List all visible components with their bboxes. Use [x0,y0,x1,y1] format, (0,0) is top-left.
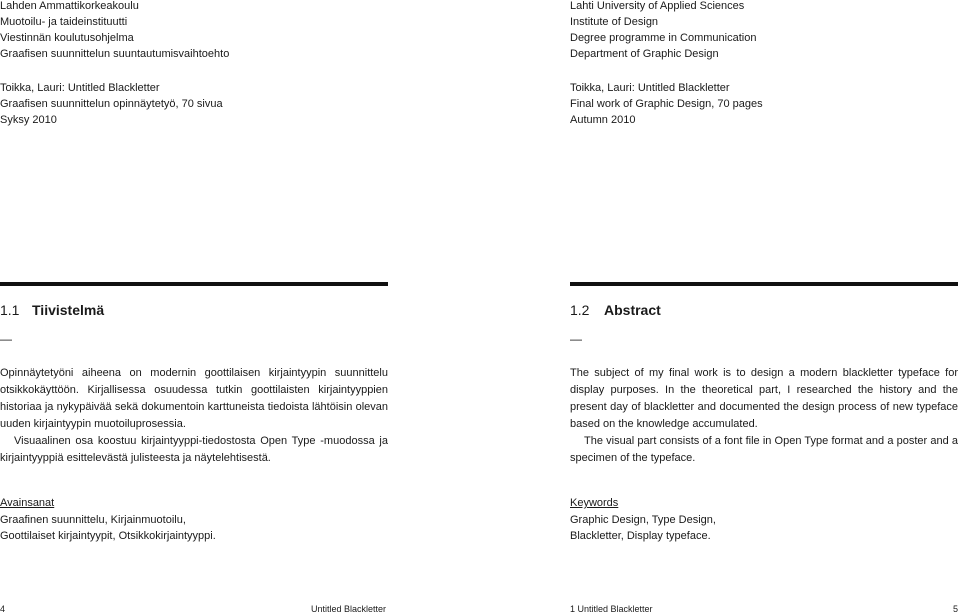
section-title: Tiivistelmä [32,302,105,318]
section-rule [0,282,388,286]
work-info-block-en [570,80,763,128]
keywords-line: Graafinen suunnittelu, Kirjainmuotoilu, [0,514,186,526]
institution-line: Graafisen suunnittelun suuntautumisvaihtoehto [0,48,230,60]
keywords-line: Graphic Design, Type Design, [570,514,716,526]
institution-line: Muotoilu- ja taideinstituutti [0,16,128,28]
section-rule [570,282,958,286]
institution-line: Lahti University of Applied Sciences [570,0,745,12]
section-dash: — [0,332,12,346]
institution-line: Degree programme in Communication [570,32,757,44]
institution-line: Viestinnän koulutusohjelma [0,32,134,44]
work-info-line: Graafisen suunnittelun opinnäytetyö, 70 sivua [0,98,223,110]
abstract-paragraph: The subject of my final work is to design a modern blackletter typeface for display purposes. In the theoretical part, I researched the history and the present day of blackletter and documented the design process of new typeface based on the knowledge accumulated. [570,367,958,430]
section-number: 1.2 [570,302,590,318]
work-info-line: Autumn 2010 [570,114,636,126]
footer-page-number: 5 [953,604,959,614]
keywords-line: Goottilaiset kirjaintyypit, Otsikkokirjaintyyppi. [0,530,216,542]
keywords-label: Avainsanat [0,497,55,509]
section-title: Abstract [604,302,661,318]
footer-title: Untitled Blackletter [311,604,387,614]
section-dash: — [570,332,582,346]
work-info-line: Syksy 2010 [0,114,57,126]
institution-block-fi [0,0,229,62]
footer-page-number: 4 [0,604,6,614]
institution-line: Institute of Design [570,16,659,28]
institution-line: Department of Graphic Design [570,48,719,60]
right-page [570,0,960,615]
section-number: 1.1 [0,302,20,318]
work-info-line: Toikka, Lauri: Untitled Blackletter [0,82,160,94]
abstract-body-fi [0,365,388,467]
footer-title: 1 Untitled Blackletter [570,604,653,614]
work-info-line: Final work of Graphic Design, 70 pages [570,98,763,110]
keywords-list [570,512,716,544]
abstract-paragraph: The visual part consists of a font file in Open Type format and a poster and a specimen of the typeface. [570,435,958,464]
institution-line: Lahden Ammattikorkeakoulu [0,0,139,12]
work-info-block-fi [0,80,223,128]
abstract-paragraph: Opinnäytetyöni aiheena on modernin goottilaisen kirjaintyypin suunnittelu otsikkokäyttöön. Kirjallisessa osuudessa tutkin goottilaisten kirjaintyyppien historiaa ja nykypäivää sekä dokumentoin karttuneista tiedoista lähtöisin olevan uuden kirjaintyypin muotoiluprosessia. [0,367,388,430]
keywords-list [0,512,216,544]
abstract-body-en [570,365,958,467]
work-info-line: Toikka, Lauri: Untitled Blackletter [570,82,730,94]
abstract-paragraph: Visuaalinen osa koostuu kirjaintyyppi-tiedostosta Open Type -muodossa ja kirjaintyyppiä esittelevästä julisteesta ja näytelehtisestä. [0,435,388,464]
keywords-label: Keywords [570,497,619,509]
institution-block-en [570,0,756,62]
keywords-line: Blackletter, Display typeface. [570,530,711,542]
